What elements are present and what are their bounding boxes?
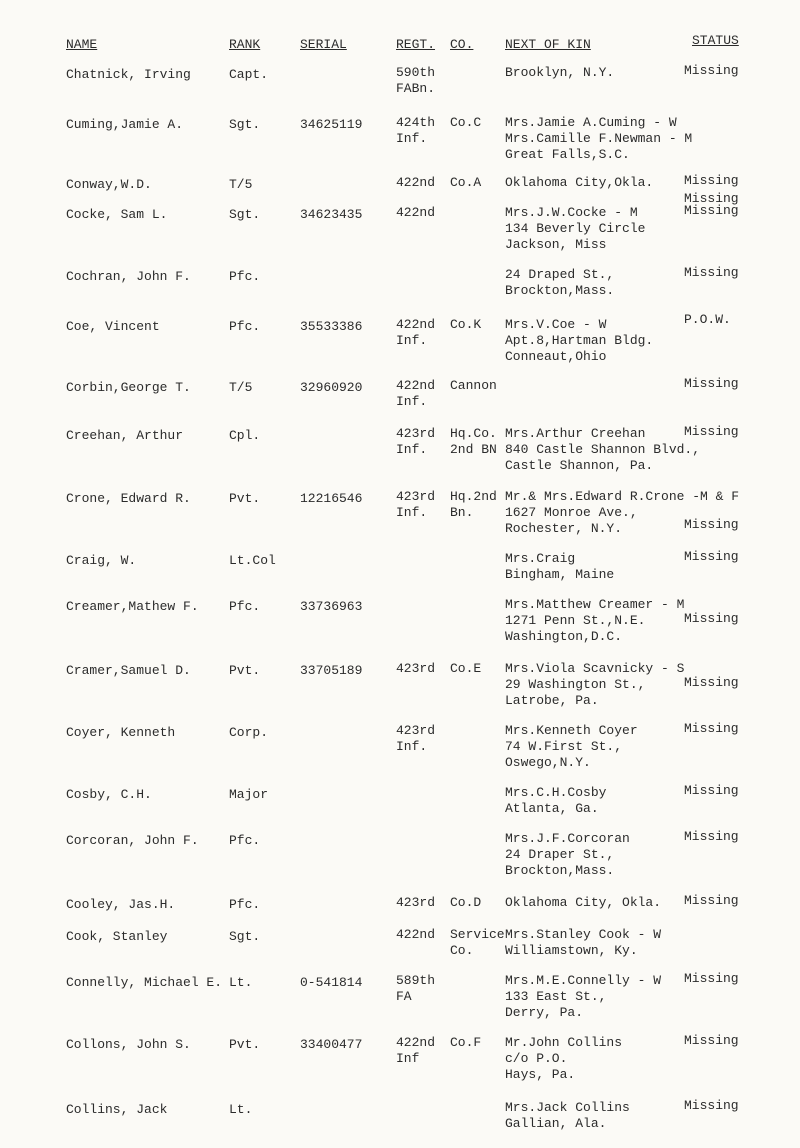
soldier-serial: 33736963 — [300, 599, 363, 614]
soldier-regiment — [396, 115, 435, 147]
soldier-regiment-line: Inf — [396, 1051, 420, 1066]
soldier-company — [450, 175, 481, 191]
soldier-status: Missing — [684, 893, 739, 908]
soldier-regiment-line: Inf. — [396, 442, 428, 457]
next-of-kin — [505, 895, 661, 911]
next-of-kin-line: Jackson, Miss — [505, 237, 607, 252]
next-of-kin — [505, 831, 630, 879]
soldier-company-line: Co.A — [450, 175, 482, 190]
next-of-kin — [505, 661, 684, 709]
soldier-regiment — [396, 661, 435, 677]
next-of-kin-line: Mrs.J.F.Corcoran — [505, 831, 630, 846]
next-of-kin-line: Castle Shannon, Pa. — [505, 458, 654, 473]
header-co: CO. — [450, 37, 474, 52]
soldier-status: Missing — [684, 424, 739, 439]
soldier-regiment — [396, 65, 435, 97]
header-name: NAME — [66, 37, 98, 52]
next-of-kin-line: Mrs.Viola Scavnicky - S — [505, 661, 685, 676]
soldier-rank: T/5 — [229, 177, 253, 192]
soldier-status: Missing — [684, 173, 739, 188]
soldier-serial: 34623435 — [300, 207, 363, 222]
next-of-kin — [505, 1100, 630, 1132]
soldier-rank: Corp. — [229, 725, 269, 740]
soldier-company — [450, 489, 497, 521]
soldier-regiment-line: 423rd — [396, 723, 436, 738]
next-of-kin-line: Brockton,Mass. — [505, 863, 615, 878]
next-of-kin — [505, 551, 614, 583]
next-of-kin-line: 74 W.First St., — [505, 739, 623, 754]
soldier-regiment-line: 423rd — [396, 489, 436, 504]
soldier-rank: Pvt. — [229, 1037, 261, 1052]
soldier-regiment-line: 589th — [396, 973, 436, 988]
next-of-kin-line: Mrs.Kenneth Coyer — [505, 723, 638, 738]
soldier-regiment — [396, 426, 435, 458]
header-status: STATUS — [692, 33, 739, 48]
next-of-kin-line: Mr.John Collins — [505, 1035, 623, 1050]
soldier-status: Missing — [684, 376, 739, 391]
soldier-regiment — [396, 973, 435, 1005]
soldier-regiment-line: Inf. — [396, 333, 428, 348]
soldier-name: Cook, Stanley — [66, 929, 168, 944]
soldier-rank: Pfc. — [229, 269, 261, 284]
soldier-rank: Sgt. — [229, 207, 261, 222]
soldier-regiment-line: Inf. — [396, 394, 428, 409]
soldier-name: Crone, Edward R. — [66, 491, 191, 506]
soldier-status: Missing — [684, 721, 739, 736]
next-of-kin-line: Mrs.V.Coe - W — [505, 317, 607, 332]
soldier-company-line: Hq.Co. — [450, 426, 497, 441]
soldier-name: Collons, John S. — [66, 1037, 191, 1052]
soldier-name: Creehan, Arthur — [66, 428, 184, 443]
next-of-kin — [505, 426, 700, 474]
soldier-rank: Lt.Col — [229, 553, 276, 568]
soldier-regiment-line: 422nd — [396, 175, 436, 190]
next-of-kin-line: Derry, Pa. — [505, 1005, 584, 1020]
next-of-kin-line: Mrs.Arthur Creehan — [505, 426, 646, 441]
next-of-kin-line: Williamstown, Ky. — [505, 943, 638, 958]
next-of-kin-line: 24 Draper St., — [505, 847, 615, 862]
soldier-regiment — [396, 175, 435, 191]
next-of-kin-line: Mrs.Jack Collins — [505, 1100, 630, 1115]
soldier-regiment-line: FA — [396, 989, 412, 1004]
soldier-status: Missing — [684, 1033, 739, 1048]
soldier-regiment-line: 422nd — [396, 205, 436, 220]
next-of-kin-line: Brooklyn, N.Y. — [505, 65, 615, 80]
soldier-name: Cuming,Jamie A. — [66, 117, 184, 132]
soldier-name: Chatnick, Irving — [66, 67, 191, 82]
next-of-kin-line: Hays, Pa. — [505, 1067, 576, 1082]
soldier-name: Coyer, Kenneth — [66, 725, 176, 740]
next-of-kin-line: Mrs.Camille F.Newman - M — [505, 131, 693, 146]
next-of-kin-line: Oklahoma City, Okla. — [505, 895, 662, 910]
next-of-kin-line: Rochester, N.Y. — [505, 521, 623, 536]
next-of-kin-line: Conneaut,Ohio — [505, 349, 607, 364]
soldier-regiment-line: Inf. — [396, 505, 428, 520]
header-rank: RANK — [229, 37, 261, 52]
soldier-serial: 34625119 — [300, 117, 363, 132]
soldier-rank: Pfc. — [229, 833, 261, 848]
next-of-kin-line: Mrs.J.W.Cocke - M — [505, 205, 638, 220]
soldier-rank: Lt. — [229, 1102, 253, 1117]
next-of-kin-line: 133 East St., — [505, 989, 607, 1004]
soldier-company-line: Bn. — [450, 505, 474, 520]
soldier-rank: Major — [229, 787, 269, 802]
soldier-company-line: 2nd BN — [450, 442, 497, 457]
soldier-company — [450, 317, 481, 333]
soldier-name: Craig, W. — [66, 553, 137, 568]
soldier-rank: Lt. — [229, 975, 253, 990]
next-of-kin-line: 29 Washington St., — [505, 677, 646, 692]
soldier-status: Missing — [684, 971, 739, 986]
soldier-regiment-line: 424th — [396, 115, 436, 130]
next-of-kin-line: 1271 Penn St.,N.E. — [505, 613, 646, 628]
soldier-regiment — [396, 317, 435, 349]
next-of-kin — [505, 723, 638, 771]
next-of-kin — [505, 597, 684, 645]
next-of-kin-line: c/o P.O. — [505, 1051, 568, 1066]
soldier-rank: Pfc. — [229, 599, 261, 614]
soldier-regiment-line: 422nd — [396, 1035, 436, 1050]
soldier-regiment-line: Inf. — [396, 739, 428, 754]
soldier-company — [450, 895, 481, 911]
next-of-kin-line: Apt.8,Hartman Bldg. — [505, 333, 654, 348]
soldier-name: Cooley, Jas.H. — [66, 897, 176, 912]
next-of-kin — [505, 927, 661, 959]
soldier-rank: Pvt. — [229, 491, 261, 506]
soldier-status: Missing — [684, 517, 739, 532]
soldier-name: Corbin,George T. — [66, 380, 191, 395]
soldier-regiment-line: FABn. — [396, 81, 436, 96]
next-of-kin-line: Atlanta, Ga. — [505, 801, 599, 816]
soldier-company — [450, 115, 481, 131]
soldier-status: P.O.W. — [684, 312, 731, 327]
soldier-company-line: Cannon — [450, 378, 497, 393]
soldier-name: Coe, Vincent — [66, 319, 160, 334]
soldier-company-line: Hq.2nd — [450, 489, 497, 504]
next-of-kin — [505, 115, 692, 163]
next-of-kin-line: Oswego,N.Y. — [505, 755, 591, 770]
soldier-company-line: Co.C — [450, 115, 482, 130]
soldier-company — [450, 378, 497, 394]
soldier-name: Collins, Jack — [66, 1102, 168, 1117]
soldier-serial: 33705189 — [300, 663, 363, 678]
soldier-rank: Pfc. — [229, 319, 261, 334]
soldier-company-line: Co.K — [450, 317, 482, 332]
soldier-status: Missing — [684, 191, 739, 206]
soldier-name: Connelly, Michael E. — [66, 975, 223, 990]
soldier-serial: 0-541814 — [300, 975, 363, 990]
soldier-regiment — [396, 1035, 435, 1067]
soldier-name: Cramer,Samuel D. — [66, 663, 191, 678]
next-of-kin-line: Bingham, Maine — [505, 567, 615, 582]
soldier-serial: 12216546 — [300, 491, 363, 506]
soldier-status: Missing — [684, 203, 739, 218]
next-of-kin — [505, 267, 614, 299]
soldier-regiment — [396, 489, 435, 521]
soldier-regiment-line: 423rd — [396, 661, 436, 676]
next-of-kin-line: Mrs.Jamie A.Cuming - W — [505, 115, 677, 130]
soldier-status: Missing — [684, 265, 739, 280]
soldier-regiment-line: 423rd — [396, 895, 436, 910]
header-serial: SERIAL — [300, 37, 347, 52]
soldier-name: Corcoran, John F. — [66, 833, 199, 848]
soldier-status: Missing — [684, 783, 739, 798]
soldier-company-line: Co.F — [450, 1035, 482, 1050]
soldier-company-line: Service — [450, 927, 505, 942]
next-of-kin-line: Brockton,Mass. — [505, 283, 615, 298]
soldier-regiment — [396, 205, 435, 221]
soldier-status: Missing — [684, 549, 739, 564]
soldier-company-line: Co. — [450, 943, 474, 958]
soldier-regiment-line: 422nd — [396, 317, 436, 332]
next-of-kin-line: 134 Beverly Circle — [505, 221, 646, 236]
soldier-regiment — [396, 378, 435, 410]
next-of-kin-line: Washington,D.C. — [505, 629, 623, 644]
soldier-serial: 32960920 — [300, 380, 363, 395]
soldier-serial: 33400477 — [300, 1037, 363, 1052]
soldier-rank: Sgt. — [229, 929, 261, 944]
next-of-kin — [505, 65, 614, 81]
next-of-kin — [505, 973, 661, 1021]
header-next-of-kin: NEXT OF KIN — [505, 37, 591, 52]
next-of-kin-line: Mrs.Stanley Cook - W — [505, 927, 662, 942]
soldier-name: Conway,W.D. — [66, 177, 152, 192]
soldier-company-line: Co.D — [450, 895, 482, 910]
soldier-rank: Pvt. — [229, 663, 261, 678]
next-of-kin-line: 1627 Monroe Ave., — [505, 505, 638, 520]
soldier-rank: Pfc. — [229, 897, 261, 912]
soldier-regiment-line: Inf. — [396, 131, 428, 146]
next-of-kin-line: Mr.& Mrs.Edward R.Crone -M & F — [505, 489, 740, 504]
soldier-rank: Capt. — [229, 67, 269, 82]
soldier-status: Missing — [684, 675, 739, 690]
soldier-status: Missing — [684, 611, 739, 626]
soldier-name: Cosby, C.H. — [66, 787, 152, 802]
next-of-kin-line: Mrs.Craig — [505, 551, 576, 566]
soldier-serial: 35533386 — [300, 319, 363, 334]
next-of-kin — [505, 175, 653, 191]
soldier-regiment — [396, 927, 435, 943]
soldier-regiment-line: 422nd — [396, 378, 436, 393]
soldier-regiment-line: 423rd — [396, 426, 436, 441]
soldier-status: Missing — [684, 63, 739, 78]
header-regt: REGT. — [396, 37, 436, 52]
soldier-regiment-line: 590th — [396, 65, 436, 80]
soldier-rank: Sgt. — [229, 117, 261, 132]
soldier-status: Missing — [684, 1098, 739, 1113]
soldier-company — [450, 1035, 481, 1051]
soldier-name: Cocke, Sam L. — [66, 207, 168, 222]
next-of-kin — [505, 317, 653, 365]
next-of-kin — [505, 205, 645, 253]
soldier-regiment-line: 422nd — [396, 927, 436, 942]
soldier-regiment — [396, 723, 435, 755]
soldier-company — [450, 927, 505, 959]
next-of-kin-line: 24 Draped St., — [505, 267, 615, 282]
soldier-company-line: Co.E — [450, 661, 482, 676]
soldier-rank: Cpl. — [229, 428, 261, 443]
soldier-company — [450, 426, 497, 458]
soldier-rank: T/5 — [229, 380, 253, 395]
next-of-kin-line: Mrs.Matthew Creamer - M — [505, 597, 685, 612]
soldier-regiment — [396, 895, 435, 911]
next-of-kin — [505, 1035, 622, 1083]
soldier-name: Cochran, John F. — [66, 269, 191, 284]
next-of-kin-line: 840 Castle Shannon Blvd., — [505, 442, 701, 457]
next-of-kin-line: Mrs.M.E.Connelly - W — [505, 973, 662, 988]
next-of-kin-line: Gallian, Ala. — [505, 1116, 607, 1131]
next-of-kin — [505, 785, 606, 817]
next-of-kin-line: Great Falls,S.C. — [505, 147, 630, 162]
soldier-company — [450, 661, 481, 677]
next-of-kin-line: Mrs.C.H.Cosby — [505, 785, 607, 800]
soldier-name: Creamer,Mathew F. — [66, 599, 199, 614]
next-of-kin-line: Oklahoma City,Okla. — [505, 175, 654, 190]
soldier-status: Missing — [684, 829, 739, 844]
next-of-kin-line: Latrobe, Pa. — [505, 693, 599, 708]
